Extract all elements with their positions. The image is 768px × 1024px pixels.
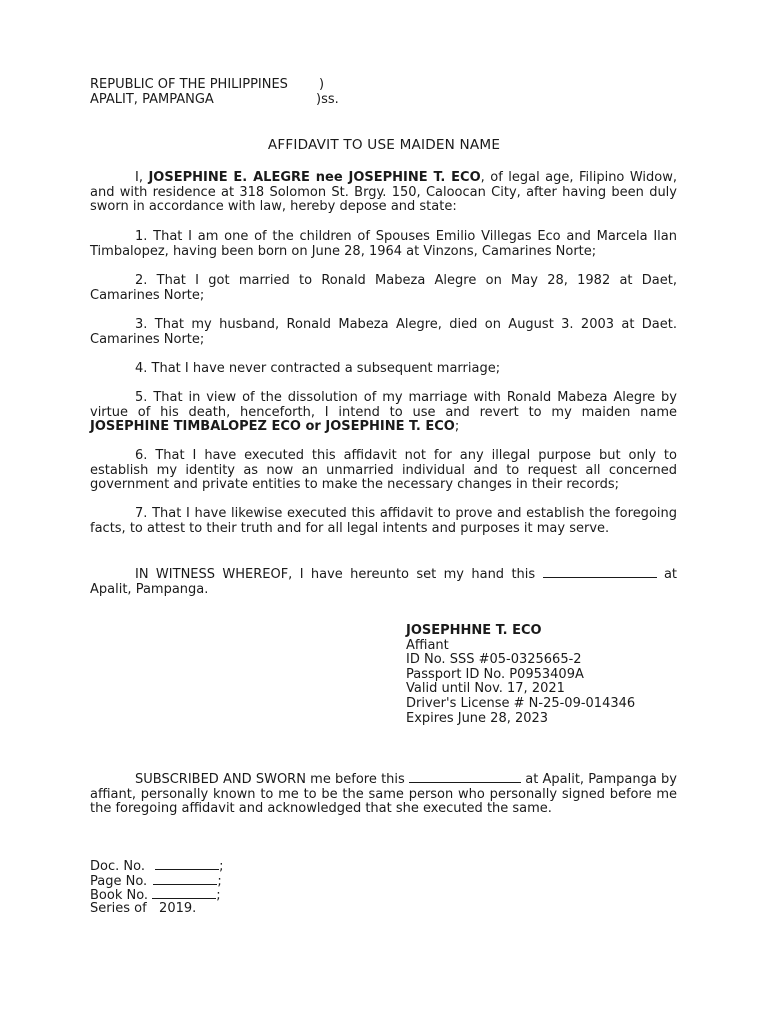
affiant-full-name: JOSEPHINE E. ALEGRE nee JOSEPHINE T. ECO <box>148 170 481 185</box>
page-no-blank <box>153 873 217 885</box>
jurat-paragraph <box>90 771 677 817</box>
affiant-passport: Passport ID No. P0953409A <box>406 666 584 682</box>
statement-5-end: ; <box>454 419 460 435</box>
statement-5 <box>90 391 677 435</box>
jurat-text: SUBSCRIBED AND SWORN me before this <box>135 772 405 787</box>
doc-no-blank <box>155 858 219 870</box>
affiant-block <box>406 624 706 726</box>
affiant-role: Affiant <box>406 637 449 653</box>
statement-3: 3. That my husband, Ronald Mabeza Alegre, died on August 3. 2003 at Daet. Camarines Norte; <box>90 317 677 347</box>
affiant-passport-validity: Valid until Nov. 17, 2021 <box>406 681 565 697</box>
statement-1: 1. That I am one of the children of Spouses Emilio Villegas Eco and Marcela Ilan Timbalopez, having been born on June 28, 1964 at Vinzons, Camarines Norte; <box>90 229 677 259</box>
book-no-label: Book No. <box>90 888 149 904</box>
intro-prefix: I, <box>135 170 149 185</box>
affiant-license-expiry: Expires June 28, 2023 <box>406 710 549 726</box>
series-year: 2019. <box>159 900 197 916</box>
venue-ss: )ss. <box>316 92 339 107</box>
page-no-label: Page No. <box>90 873 148 889</box>
intro-paragraph <box>90 171 677 215</box>
venue-place: APALIT, PAMPANGA <box>90 92 214 107</box>
venue-block <box>90 77 339 108</box>
notarial-register <box>90 858 224 916</box>
venue-line-2 <box>90 92 339 108</box>
venue-line-1 <box>90 77 325 93</box>
page-no-line <box>90 873 224 888</box>
series-label: Series of <box>90 900 147 916</box>
statement-2: 2. That I got married to Ronald Mabeza Alegre on May 28, 1982 at Daet, Camarines Norte; <box>90 273 677 303</box>
witness-clause <box>90 566 677 597</box>
affiant-name: JOSEPHHNE T. ECO <box>406 623 542 638</box>
doc-no-suffix: ; <box>219 859 224 874</box>
venue-paren-1: ) <box>319 77 325 92</box>
jurat-date-blank <box>409 771 521 783</box>
book-no-suffix: ; <box>216 888 221 904</box>
venue-country: REPUBLIC OF THE PHILIPPINES <box>90 77 288 92</box>
jurat-after: at Apalit, Pampanga by affiant, personally known to me to be the same person who personally signed before me the foregoing affidavit and acknowledged that she executed the same. <box>90 772 677 817</box>
book-no-line <box>90 887 224 902</box>
affiant-sss-id: ID No. SSS #05-0325665-2 <box>406 652 582 668</box>
affiant-drivers-license: Driver's License # N-25-09-014346 <box>406 695 636 711</box>
page-no-suffix: ; <box>217 873 222 889</box>
doc-no-line <box>90 858 224 873</box>
series-line <box>90 902 224 917</box>
doc-no-label: Doc. No. <box>90 859 145 874</box>
witness-after: at Apalit, Pampanga. <box>90 567 678 597</box>
witness-text: IN WITNESS WHEREOF, I have hereunto set my hand this <box>135 567 536 582</box>
statement-4: 4. That I have never contracted a subsequent marriage; <box>135 361 501 376</box>
document-title: AFFIDAVIT TO USE MAIDEN NAME <box>267 137 501 153</box>
maiden-name: JOSEPHINE TIMBALOPEZ ECO or JOSEPHINE T. ECO <box>90 419 455 435</box>
statement-6: 6. That I have executed this affidavit not for any illegal purpose but only to establish my identity as now an unmarried individual and to request all concerned government and private entities to make the necessary changes in their records; <box>90 448 677 493</box>
statement-5-text: 5. That in view of the dissolution of my marriage with Ronald Mabeza Alegre by virtue of his death, henceforth, I intend to use and revert to my maiden name <box>90 390 677 420</box>
statement-7: 7. That I have likewise executed this affidavit to prove and establish the foregoing facts, to attest to their truth and for all legal intents and purposes it may serve. <box>90 506 677 536</box>
intro-text: , of legal age, Filipino Widow, and with residence at 318 Solomon St. Brgy. 150, Caloocan City, after having been duly sworn in accordance with law, hereby depose and state: <box>90 170 677 215</box>
witness-date-blank <box>543 566 657 578</box>
book-no-blank <box>152 887 216 899</box>
